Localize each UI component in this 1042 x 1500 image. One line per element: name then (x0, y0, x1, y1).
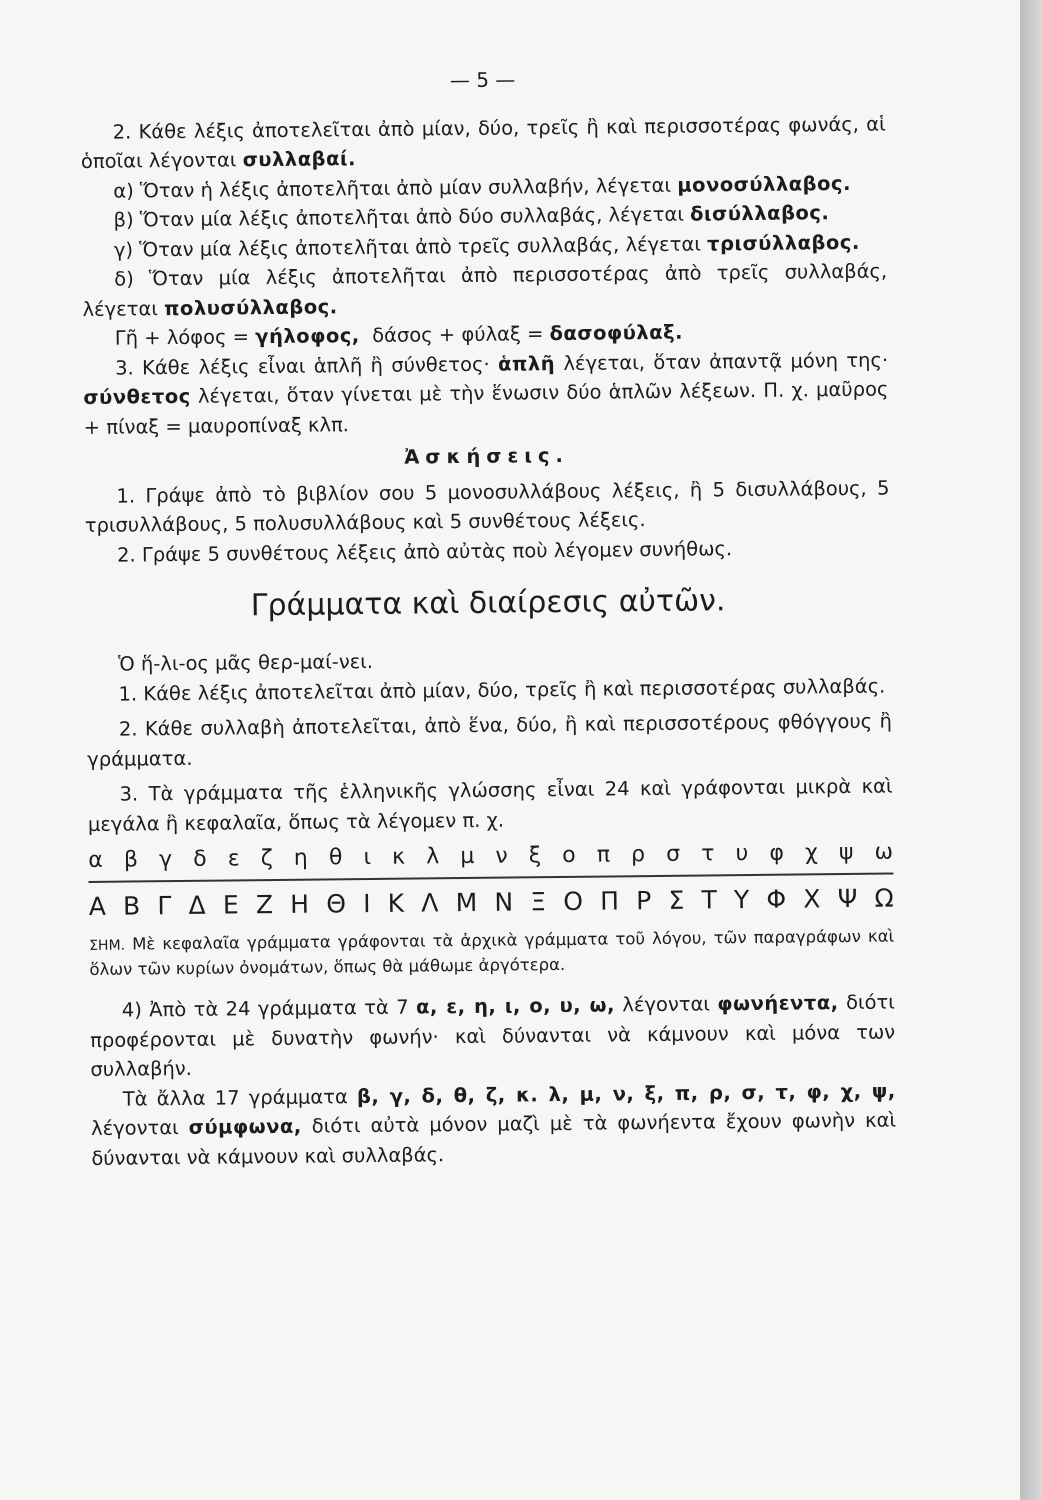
lowercase-letter: ι (363, 844, 372, 871)
paragraph-d: δ) Ὅταν μία λέξις ἀποτελῆται ἀπὸ περισσοτέρας ἀπὸ τρεῖς συλλαβάς, λέγεται πολυσύλλαβος. (82, 259, 888, 321)
page-number: — 5 — (449, 67, 516, 93)
lowercase-letter: β (123, 847, 139, 873)
lowercase-letter: λ (426, 844, 440, 870)
uppercase-letter: Δ (188, 890, 206, 920)
lowercase-letter: η (293, 845, 308, 871)
consonants-paragraph: Τὰ ἄλλα 17 γράμματα β, γ, δ, θ, ζ, κ. λ, μ, ν, ξ, π, ρ, σ, τ, φ, χ, ψ, λέγονται σύμφωνα, διότι αὐτὰ μόνον μαζὶ μὲ τὰ φωνήεντα ἔχουν φωνὴν καὶ δύνανται νὰ κάμνουν καὶ συλλαβάς. (90, 1079, 897, 1170)
vowel-letters: α, ε, η, ι, ο, υ, ω, (415, 993, 616, 1019)
uppercase-letter: Ω (874, 883, 894, 913)
consonant-letters: β, γ, δ, θ, ζ, κ. λ, μ, ν, ξ, π, ρ, σ, τ, φ, χ, ψ, (356, 1079, 896, 1108)
uppercase-letter: Φ (766, 884, 787, 914)
lowercase-letter: ζ (260, 846, 273, 872)
section-point-2: 2. Κάθε συλλαβὴ ἀποτελεῖται, ἀπὸ ἕνα, δύο, ἢ καὶ περισσοτέρους φθόγγους ἢ γράμματα. (87, 709, 892, 771)
lowercase-letter: ξ (528, 843, 542, 869)
uppercase-letter: Λ (421, 888, 439, 918)
uppercase-letter: Ρ (636, 886, 652, 916)
section-title: Γράμματα καὶ διαίρεσις αὐτῶν. (250, 583, 726, 624)
lowercase-letter: σ (666, 841, 681, 867)
lowercase-letter: δ (193, 846, 207, 872)
uppercase-letter: Θ (326, 889, 347, 919)
term-disyllable: δισύλλαβος. (689, 201, 830, 226)
uppercase-letter: Η (290, 889, 310, 919)
lowercase-letter: ε (227, 846, 240, 872)
lowercase-letter: υ (735, 841, 749, 867)
term-monosyllable: μονοσύλλαβος. (677, 171, 852, 197)
paragraph-a: α) Ὅταν ἡ λέξις ἀποτελῆται ἀπὸ μίαν συλλαβήν, λέγεται μονοσύλλαβος. (113, 171, 852, 203)
uppercase-letter: Ε (222, 890, 239, 920)
lowercase-letter: α (88, 847, 103, 873)
note-label: ΣΗΜ. (89, 937, 126, 954)
lowercase-letter: ρ (630, 842, 646, 868)
uppercase-letter: Τ (701, 885, 717, 915)
uppercase-letter: Ι (362, 889, 371, 919)
paragraph-2: 2. Κάθε λέξις ἀποτελεῖται ἀπὸ μίαν, δύο, τρεῖς ἢ καὶ περισσοτέρας φωνάς, αἱ ὁποῖαι λέγονται συλλαβαί. (80, 112, 886, 173)
uppercase-letter: Α (88, 891, 107, 921)
lowercase-letter: ο (562, 842, 576, 868)
note-text: Μὲ κεφαλαῖα γράμματα γράφονται τὰ ἀρχικὰ γράμματα τοῦ λόγου, τῶν παραγράφων καὶ ὅλων τῶν κυρίων ὀνομάτων, ὅπως θὰ μάθωμε ἀργότερα. (89, 926, 895, 979)
uppercase-letter: Μ (455, 887, 478, 918)
lowercase-letter: ψ (838, 839, 854, 866)
uppercase-letter: Π (600, 886, 620, 916)
uppercase-letter: Ξ (530, 887, 547, 917)
lowercase-letter: φ (769, 840, 785, 866)
uppercase-letter: Υ (733, 885, 750, 915)
uppercase-letter: Κ (387, 888, 405, 918)
lowercase-alphabet (88, 837, 893, 877)
uppercase-letter: Χ (803, 884, 821, 914)
paragraph-b: β) Ὅταν μία λέξις ἀποτελῆται ἀπὸ δύο συλλαβάς, λέγεται δισύλλαβος. (113, 201, 830, 232)
exercise-1: 1. Γράψε ἀπὸ τὸ βιβλίον σου 5 μονοσυλλάβους λέξεις, ἢ 5 δισυλλάβους, 5 τρισυλλάβους, 5 πολυσυλλάβους καὶ 5 συνθέτους λέξεις. (84, 476, 890, 537)
term-polysyllable: πολυσύλλαβος. (163, 294, 338, 320)
lowercase-letter: κ (391, 844, 406, 870)
exercises-heading: Ἀσκήσεις. (404, 443, 569, 469)
uppercase-letter: Ο (563, 886, 584, 916)
uppercase-letter: Σ (668, 885, 685, 915)
page-edge (1020, 0, 1042, 1500)
lowercase-letter: π (596, 842, 611, 868)
note (89, 925, 894, 982)
lowercase-letter: θ (328, 845, 343, 871)
lowercase-letter: γ (158, 847, 173, 873)
lowercase-letter: μ (460, 843, 475, 870)
lowercase-letter: ν (495, 843, 508, 869)
vowels-paragraph: 4) Ἀπὸ τὰ 24 γράμματα τὰ 7 α, ε, η, ι, ο, υ, ω, λέγονται φωνήεντα, διότι προφέρονται μὲ δυνατὴν φωνήν· καὶ δύνανται νὰ κάμνουν καὶ μόνα των συλλαβήν. (90, 990, 896, 1081)
section-point-1: 1. Κάθε λέξις ἀποτελεῖται ἀπὸ μίαν, δύο, τρεῖς ἢ καὶ περισσοτέρας συλλαβάς. (118, 674, 886, 706)
paragraph-3: 3. Κάθε λέξις εἶναι ἁπλῆ ἢ σύνθετος· ἁπλῆ λέγεται, ὅταν ἀπαντᾷ μόνη της· σύνθετος λέγεται, ὅταν γίνεται μὲ τὴν ἕνωσιν δύο ἁπλῶν λέξεων. Π. χ. μαῦρος + πίναξ = μαυροπίναξ κλπ. (83, 348, 889, 439)
lowercase-letter: ω (874, 839, 894, 865)
uppercase-letter: Ψ (837, 883, 858, 914)
page-corner (960, 0, 1020, 40)
term-vowels: φωνήεντα, (717, 991, 839, 1016)
uppercase-alphabet (88, 873, 893, 925)
term-syllables: συλλαβαί. (242, 147, 357, 172)
page-content (80, 62, 897, 1173)
paragraph-c: γ) Ὅταν μία λέξις ἀποτελῆται ἀπὸ τρεῖς συλλαβάς, λέγεται τρισύλλαβος. (113, 230, 860, 262)
term-trisyllable: τρισύλλαβος. (706, 230, 860, 255)
section-point-3: 3. Τὰ γράμματα τῆς ἑλληνικῆς γλώσσης εἶναι 24 καὶ γράφονται μικρὰ καὶ μεγάλα ἢ κεφαλαῖα, ὅπως τὰ λέγομεν π. χ. (87, 774, 893, 836)
lowercase-letter: τ (701, 841, 715, 867)
compound-examples: Γῆ + λόφος = γήλοφος, δάσος + φύλαξ = δασοφύλαξ. (114, 320, 684, 350)
exercise-2: 2. Γράψε 5 συνθέτους λέξεις ἀπὸ αὐτὰς ποὺ λέγομεν συνήθως. (116, 536, 733, 567)
term-consonants: σύμφωνα, (188, 1114, 302, 1139)
section-example: Ὁ ἥ-λι-ος μᾶς θερ-μαί-νει. (118, 649, 374, 676)
uppercase-letter: Ζ (255, 890, 274, 920)
lowercase-letter: χ (804, 840, 818, 866)
uppercase-letter: Ν (494, 887, 514, 917)
uppercase-letter: Β (122, 891, 141, 921)
uppercase-letter: Γ (157, 891, 172, 921)
